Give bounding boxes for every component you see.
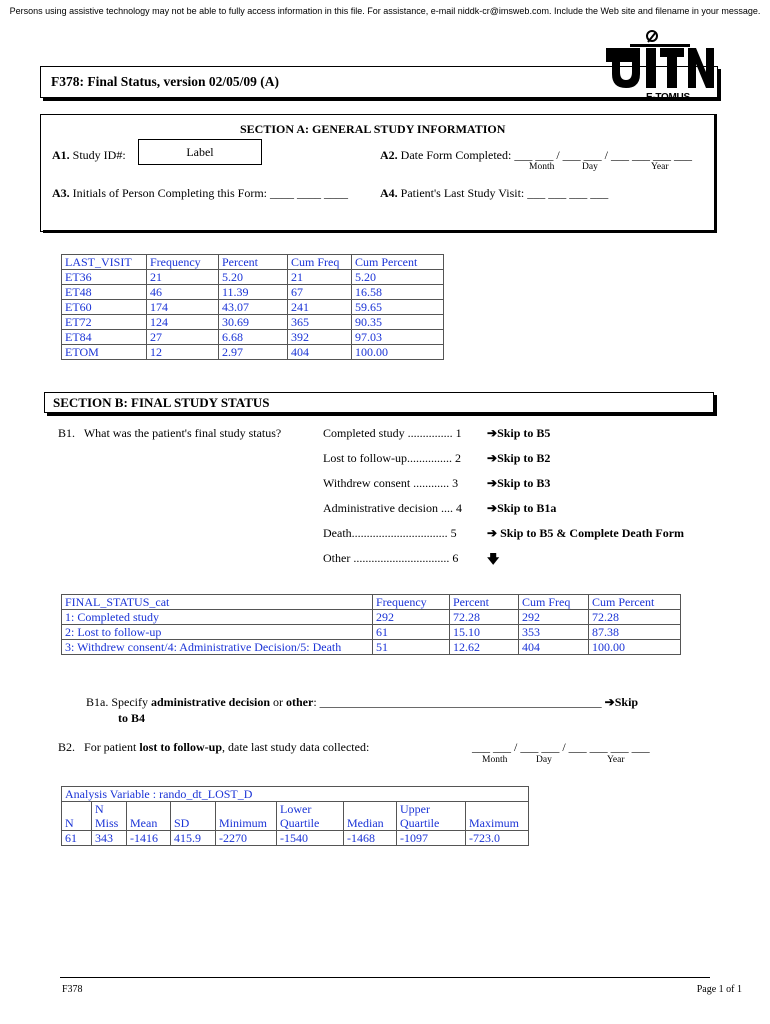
a2-month-label: Month [529,162,555,172]
section-a-shadow-bottom [43,230,717,233]
table-cell: 100.00 [352,345,444,360]
table-header: Frequency [373,595,450,610]
table-header: Lower [277,802,344,817]
table-header: N [62,816,92,831]
table-header-row [62,595,681,610]
b1a-skip: Skip [614,695,639,709]
table-cell: 292 [519,610,589,625]
a4-label: A4. [380,186,398,200]
footer-form-id: F378 [62,984,83,995]
table-cell: 292 [373,610,450,625]
table-cell: 2.97 [219,345,288,360]
b1a-skip-target: to B4 [118,711,145,725]
table-header [62,802,92,817]
b1-skip-5: ➔ Skip to B5 & Complete Death Form [487,526,685,540]
b1a-mid: or [270,695,286,709]
table-header: Cum Percent [589,595,681,610]
b2-date-field[interactable]: ___ ___ / ___ ___ / ___ ___ ___ ___ [472,740,650,754]
b1-option-1[interactable]: Completed study ............... 1 [323,426,462,440]
logo-text: E-TOMUS [646,92,690,103]
table-cell: 97.03 [352,330,444,345]
table-cell: 353 [519,625,589,640]
table-row [62,831,529,846]
table-row [62,270,444,285]
table-header-row [62,802,529,817]
b2-day-label: Day [536,755,552,765]
table-cell: 21 [288,270,352,285]
table-cell: 27 [147,330,219,345]
b1a-bold1: administrative decision [151,695,270,709]
a1-label: A1. [52,148,70,162]
table-cell: 6.68 [219,330,288,345]
table-row [62,625,681,640]
table-row [62,300,444,315]
table-cell: 87.38 [589,625,681,640]
b1-label: B1. [58,426,76,440]
b2-pre: For patient [84,740,140,754]
table-header: Cum Freq [288,255,352,270]
analysis-table [61,786,529,846]
b2-question [58,740,369,755]
table-header: N [92,802,127,817]
table-cell: 72.28 [450,610,519,625]
b1-skip-1: ➔Skip to B5 [487,426,551,440]
table-header: Cum Freq [519,595,589,610]
a1-text: Study ID#: [72,148,126,162]
a2-day-label: Day [582,162,598,172]
table-cell: 30.69 [219,315,288,330]
table-cell: 392 [288,330,352,345]
table-caption: Analysis Variable : rando_dt_LOST_D [62,787,529,802]
b1-skip-4: ➔Skip to B1a [487,501,557,515]
table-cell: 3: Withdrew consent/4: Administrative Decision/5: Death [62,640,373,655]
table-cell: 12.62 [450,640,519,655]
a4-question [380,186,608,201]
table-header: Mean [127,816,171,831]
b1a-question: B1a. Specify administrative decision or other: _______________________________________________ ➔Skip [86,695,639,709]
table-cell: 67 [288,285,352,300]
table-header: FINAL_STATUS_cat [62,595,373,610]
b1-option-6[interactable]: Other ................................ 6 [323,551,459,565]
table-cell: 61 [62,831,92,846]
table-cell: 15.10 [450,625,519,640]
a3-label: A3. [52,186,70,200]
table-row [62,285,444,300]
b1a-label: B1a. [86,695,109,709]
b1a-bold2: other [286,695,314,709]
b2-post: , date last study data collected: [222,740,370,754]
table-header [127,802,171,817]
table-cell: 2: Lost to follow-up [62,625,373,640]
table-row [62,640,681,655]
table-cell: 43.07 [219,300,288,315]
a1-question [52,148,126,163]
table-header: Quartile [397,816,466,831]
footer-divider [60,977,710,978]
table-row [62,345,444,360]
accessibility-notice: Persons using assistive technology may not be able to fully access information in this file. For assistance, e-mail niddk-cr@imsweb.com. Include the Web site and filename in your message. [9,6,761,16]
final-status-table [61,594,681,655]
section-b-heading: SECTION B: FINAL STUDY STATUS [53,395,270,410]
table-row [62,610,681,625]
table-cell: 11.39 [219,285,288,300]
table-header: Frequency [147,255,219,270]
table-cell: ETOM [62,345,147,360]
table-header [171,802,216,817]
table-header: SD [171,816,216,831]
a4-text: Patient's Last Study Visit: ___ ___ ___ ___ [400,186,609,200]
table-row [62,330,444,345]
b2-label: B2. [58,740,76,754]
table-cell: ET36 [62,270,147,285]
table-header-row [62,255,444,270]
section-a-shadow [714,114,717,233]
down-arrow-icon: 🡇 [487,552,500,566]
table-cell: 241 [288,300,352,315]
etomus-logo [606,28,716,104]
table-header: Cum Percent [352,255,444,270]
table-cell: 404 [519,640,589,655]
b1-text: What was the patient's final study status? [83,426,282,440]
table-header: LAST_VISIT [62,255,147,270]
a3-text: Initials of Person Completing this Form: ____ ____ ____ [72,186,349,200]
table-cell: -1468 [344,831,397,846]
table-header: Minimum [216,816,277,831]
b1-option-3[interactable]: Withdrew consent ............ 3 [323,476,459,490]
table-cell: -2270 [216,831,277,846]
table-header: Quartile [277,816,344,831]
table-cell: 5.20 [352,270,444,285]
table-cell: ET48 [62,285,147,300]
b2-bold: lost to follow-up [139,740,223,754]
table-cell: 90.35 [352,315,444,330]
table-cell: 415.9 [171,831,216,846]
table-header [466,802,529,817]
table-cell: -1097 [397,831,466,846]
table-row [62,315,444,330]
table-caption-row [62,787,529,802]
table-cell: 16.58 [352,285,444,300]
b1-option-5[interactable]: Death................................ 5 [323,526,457,540]
b2-year-label: Year [607,755,625,765]
table-cell: 61 [373,625,450,640]
table-header [216,802,277,817]
table-cell: 404 [288,345,352,360]
table-cell: -723.0 [466,831,529,846]
b1-option-2[interactable]: Lost to follow-up............... 2 [323,451,461,465]
b2-month-label: Month [482,755,508,765]
table-cell: 72.28 [589,610,681,625]
table-header [344,802,397,817]
table-cell: 1: Completed study [62,610,373,625]
table-cell: 124 [147,315,219,330]
form-title: F378: Final Status, version 02/05/09 (A) [51,74,279,89]
b1a-specify-line[interactable]: : _______________________________________________ [313,695,602,709]
table-header-row [62,816,529,831]
a2-year-label: Year [651,162,669,172]
table-cell: ET72 [62,315,147,330]
table-header: Median [344,816,397,831]
section-a-heading: SECTION A: GENERAL STUDY INFORMATION [240,122,506,136]
study-id-field[interactable]: Label [138,139,262,165]
table-header: Maximum [466,816,529,831]
a2-question [380,148,692,163]
section-b-heading-box [44,392,714,413]
last-visit-table [61,254,444,360]
table-header: Percent [450,595,519,610]
table-cell: 5.20 [219,270,288,285]
table-cell: 343 [92,831,127,846]
table-header: Miss [92,816,127,831]
b1-option-4[interactable]: Administrative decision .... 4 [323,501,462,515]
table-cell: -1540 [277,831,344,846]
table-header: Upper [397,802,466,817]
table-cell: 51 [373,640,450,655]
b1-skip-2: ➔Skip to B2 [487,451,551,465]
table-cell: 46 [147,285,219,300]
footer-page-number: Page 1 of 1 [696,984,742,995]
table-cell: 174 [147,300,219,315]
b1a-pre: Specify [111,695,151,709]
table-cell: ET84 [62,330,147,345]
table-header: Percent [219,255,288,270]
table-cell: 365 [288,315,352,330]
a2-label: A2. [380,148,398,162]
table-cell: 100.00 [589,640,681,655]
a3-question [52,186,348,201]
table-cell: 59.65 [352,300,444,315]
table-cell: -1416 [127,831,171,846]
table-cell: 12 [147,345,219,360]
table-cell: ET60 [62,300,147,315]
b1-skip-3: ➔Skip to B3 [487,476,551,490]
b1-question [58,426,281,441]
table-cell: 21 [147,270,219,285]
a2-text: Date Form Completed: ___ ___ / ___ ___ / ___ ___ ___ ___ [400,148,692,162]
